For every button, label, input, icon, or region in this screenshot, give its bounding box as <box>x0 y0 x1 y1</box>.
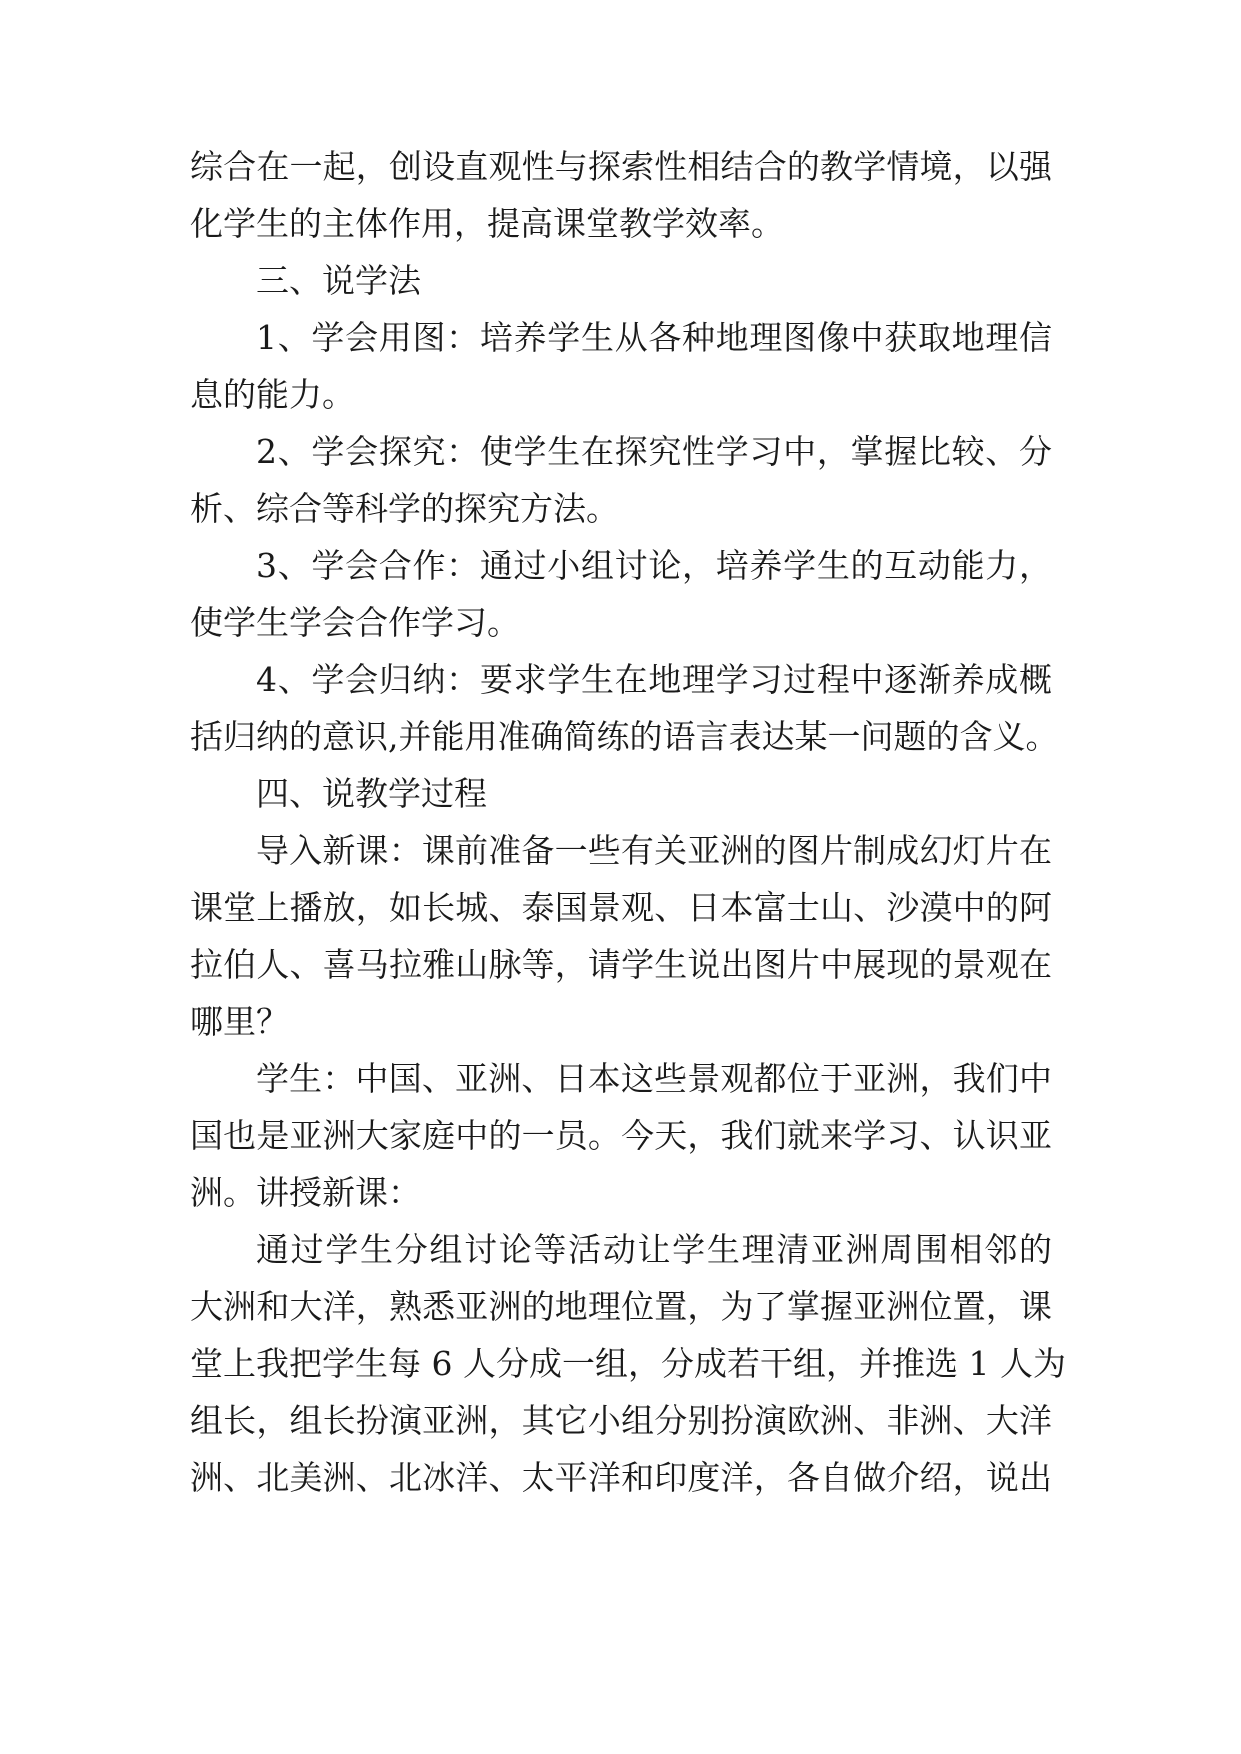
text-line: 哪里？ <box>190 1002 289 1041</box>
text-line: 国也是亚洲大家庭中的一员。今天，我们就来学习、认识亚 <box>190 1116 1052 1155</box>
section-heading: 四、说教学过程 <box>256 774 487 813</box>
text-line: 析、综合等科学的探究方法。 <box>190 489 619 528</box>
text-line: 通过学生分组讨论等活动让学生理清亚洲周围相邻的 <box>256 1230 1052 1269</box>
text-line: 使学生学会合作学习。 <box>190 603 520 642</box>
text-line: 堂上我把学生每 6 人分成一组，分成若干组，并推选 1 人为 <box>190 1344 1066 1383</box>
text-line: 4、学会归纳：要求学生在地理学习过程中逐渐养成概 <box>256 660 1052 699</box>
text-line: 拉伯人、喜马拉雅山脉等，请学生说出图片中展现的景观在 <box>190 945 1052 984</box>
text-line: 括归纳的意识,并能用准确简练的语言表达某一问题的含义。 <box>190 717 1059 756</box>
text-line: 综合在一起，创设直观性与探索性相结合的教学情境，以强 <box>190 147 1052 186</box>
text-line: 1、学会用图：培养学生从各种地理图像中获取地理信 <box>256 318 1052 357</box>
section-heading: 三、说学法 <box>256 261 421 300</box>
text-line: 化学生的主体作用，提高课堂教学效率。 <box>190 204 784 243</box>
text-line: 大洲和大洋，熟悉亚洲的地理位置，为了掌握亚洲位置，课 <box>190 1287 1052 1326</box>
text-line: 洲、北美洲、北冰洋、太平洋和印度洋，各自做介绍，说出 <box>190 1458 1052 1497</box>
text-line: 学生：中国、亚洲、日本这些景观都位于亚洲，我们中 <box>256 1059 1052 1098</box>
text-line: 课堂上播放，如长城、泰国景观、日本富士山、沙漠中的阿 <box>190 888 1052 927</box>
text-line: 息的能力。 <box>190 375 355 414</box>
text-line: 洲。讲授新课： <box>190 1173 421 1212</box>
text-line: 导入新课：课前准备一些有关亚洲的图片制成幻灯片在 <box>256 831 1052 870</box>
text-line: 组长，组长扮演亚洲，其它小组分别扮演欧洲、非洲、大洋 <box>190 1401 1052 1440</box>
text-line: 2、学会探究：使学生在探究性学习中，掌握比较、分 <box>256 432 1052 471</box>
text-line: 3、学会合作：通过小组讨论，培养学生的互动能力， <box>256 546 1052 585</box>
